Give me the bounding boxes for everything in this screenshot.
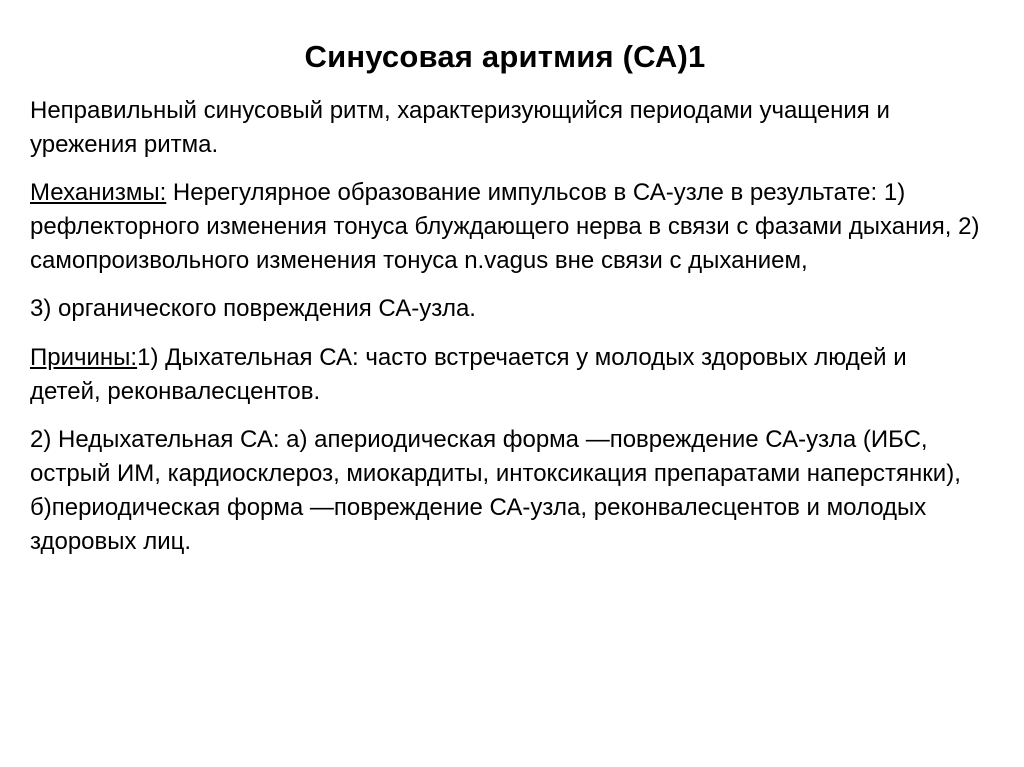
paragraph-causes-lead: Причины: [30, 343, 138, 371]
page-title: Синусовая аритмия (СА)1 [304, 39, 706, 74]
paragraph-mechanisms-third-text: 3) органического повреждения СА-узла. [30, 295, 476, 323]
paragraph-causes-text: 1) Дыхательная СА: часто встречается у молодых здоровых людей и детей, реконвалесцентов. [30, 343, 907, 405]
paragraph-mechanisms-lead: Механизмы: [30, 179, 167, 207]
paragraph-causes-second [30, 423, 980, 559]
paragraph-mechanisms [30, 176, 987, 278]
paragraph-causes-second-text: 2) Недыхательная СА: а) апериодическая форма —повреждение СА-узла (ИБС, острый ИМ, кардиосклероз, миокардиты, интоксикация препаратами наперстянки), б)периодическая форма —повреждение СА-узла, реконвалесцентов и молодых здоровых лиц. [30, 425, 961, 555]
slide-body [30, 94, 987, 559]
paragraph-definition-text: Неправильный синусовый ритм, характеризующийся периодами учащения и урежения ритма. [30, 97, 890, 159]
paragraph-definition [30, 94, 980, 162]
paragraph-causes [30, 341, 980, 409]
paragraph-mechanisms-text: Нерегулярное образование импульсов в СА-узле в результате: 1) рефлекторного изменения тонуса блуждающего нерва в связи с фазами дыхания, 2) самопроизвольного изменения тонуса n.vagus вне связи с дыханием, [30, 179, 987, 275]
paragraph-mechanisms-third [30, 292, 980, 326]
